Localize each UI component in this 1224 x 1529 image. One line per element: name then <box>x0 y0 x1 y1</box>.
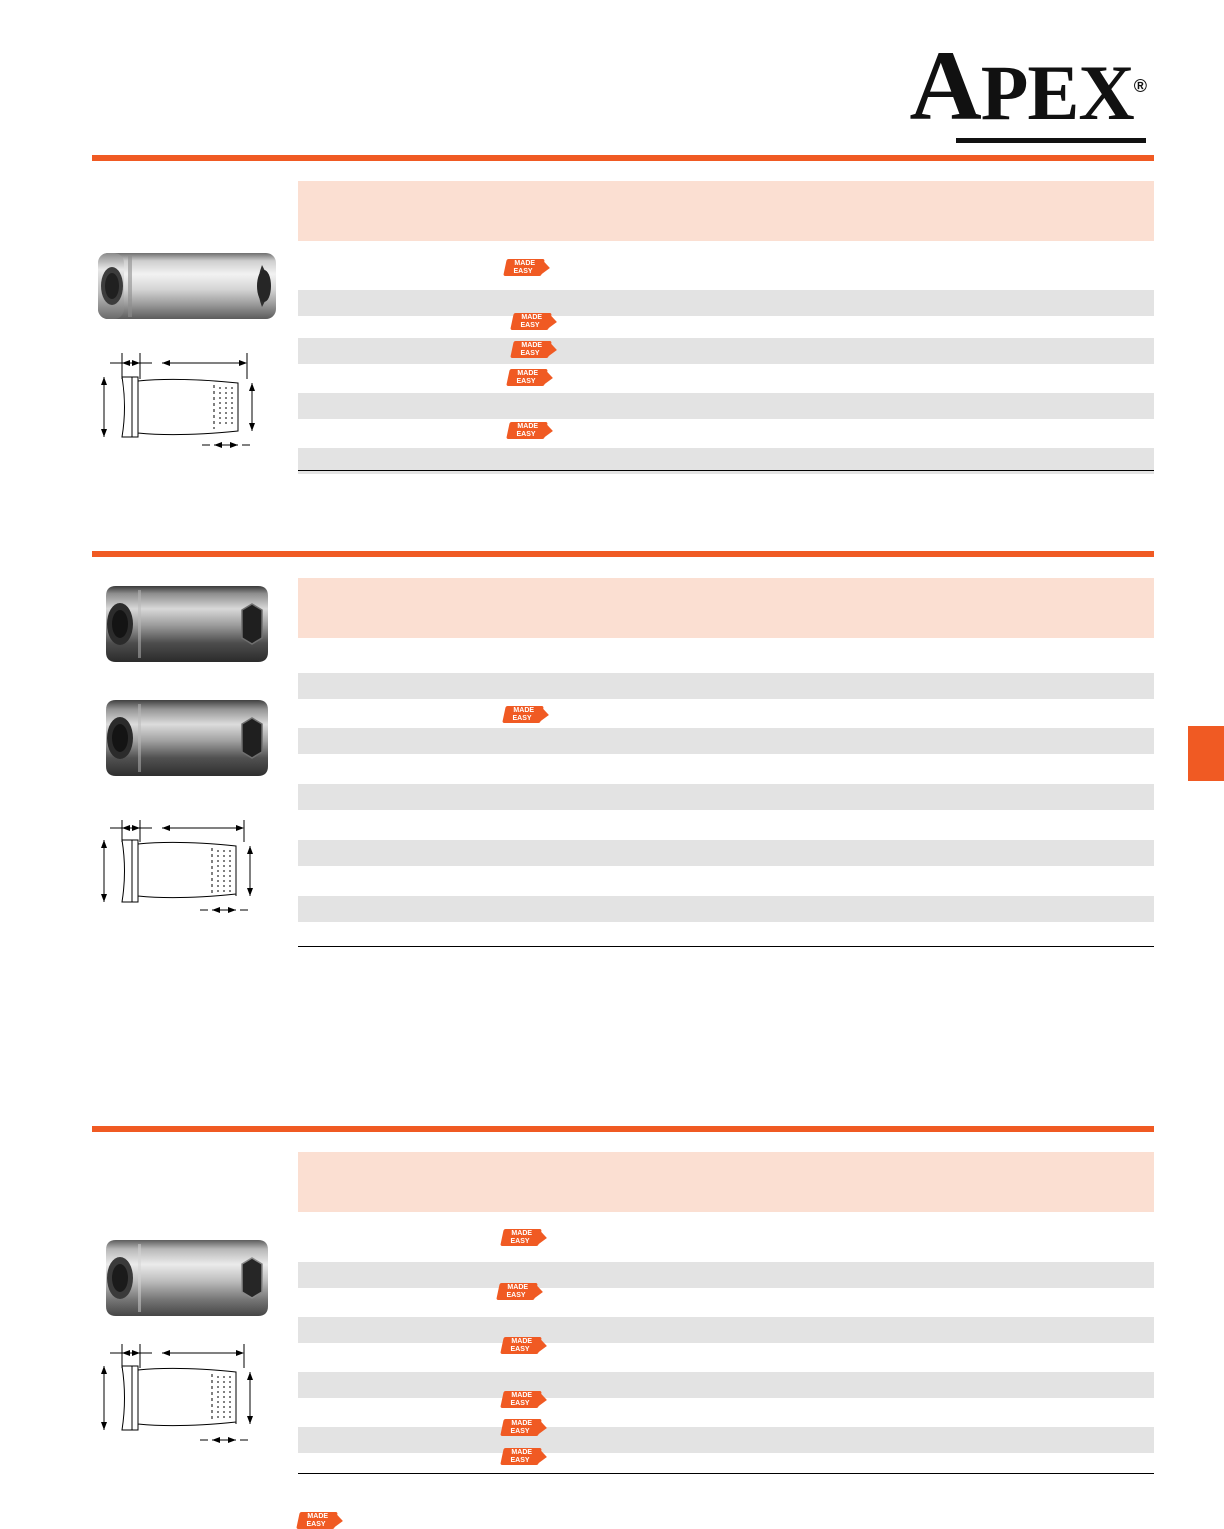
made-easy-badge-footnote <box>296 1512 338 1529</box>
badge-line-2: EASY <box>510 1346 530 1353</box>
made-easy-badge <box>510 341 552 358</box>
badge-line-1: MADE <box>517 423 539 430</box>
made-easy-badge <box>500 1391 542 1408</box>
dimension-drawing-2 <box>92 812 267 927</box>
made-easy-badge <box>503 259 545 276</box>
table-row <box>298 1427 1154 1453</box>
table-row <box>298 290 1154 316</box>
apex-logo <box>909 30 1146 143</box>
badge-line-1: MADE <box>517 370 539 377</box>
section-2-header-band <box>298 578 1154 638</box>
made-easy-badge <box>500 1229 542 1246</box>
table-row <box>298 1372 1154 1398</box>
section-3-bottom-line <box>298 1473 1154 1474</box>
badge-line-2: EASY <box>510 1400 530 1407</box>
table-row <box>298 1262 1154 1288</box>
section-1-header-band <box>298 181 1154 241</box>
badge-line-1: MADE <box>521 342 543 349</box>
badge-line-1: MADE <box>511 1230 533 1237</box>
section-1-top-rule <box>92 155 1154 161</box>
table-row <box>298 1317 1154 1343</box>
section-2-bottom-line <box>298 946 1154 947</box>
badge-line-2: EASY <box>516 431 536 438</box>
logo-wordmark <box>909 30 1146 141</box>
socket-photo-medium-2 <box>92 692 280 784</box>
badge-line-2: EASY <box>510 1238 530 1245</box>
made-easy-badge <box>496 1283 538 1300</box>
table-row <box>298 728 1154 754</box>
badge-line-1: MADE <box>513 707 535 714</box>
dimension-drawing-1 <box>92 345 267 460</box>
badge-line-2: EASY <box>516 378 536 385</box>
made-easy-badge <box>500 1337 542 1354</box>
badge-line-2: EASY <box>520 322 540 329</box>
logo-letters-pex: PEX <box>980 49 1134 136</box>
registered-mark-icon: ® <box>1133 76 1146 96</box>
dimension-drawing-3 <box>92 1336 267 1456</box>
table-row <box>298 896 1154 922</box>
badge-line-2: EASY <box>510 1428 530 1435</box>
made-easy-badge <box>510 313 552 330</box>
section-3-top-rule <box>92 1126 1154 1132</box>
badge-line-1: MADE <box>511 1392 533 1399</box>
socket-photo-medium-1 <box>92 578 280 670</box>
badge-line-1: MADE <box>521 314 543 321</box>
made-easy-badge <box>502 706 544 723</box>
badge-line-2: EASY <box>510 1457 530 1464</box>
table-row <box>298 393 1154 419</box>
table-row <box>298 338 1154 364</box>
section-1-bottom-line <box>298 470 1154 471</box>
made-easy-badge <box>500 1419 542 1436</box>
section-3-header-band <box>298 1152 1154 1212</box>
badge-line-2: EASY <box>506 1292 526 1299</box>
made-easy-badge <box>506 422 548 439</box>
socket-photo-deep <box>92 245 282 327</box>
badge-line-1: MADE <box>511 1338 533 1345</box>
logo-letter-a: A <box>909 30 981 141</box>
badge-line-2: EASY <box>512 715 532 722</box>
badge-line-2: EASY <box>520 350 540 357</box>
table-row <box>298 784 1154 810</box>
badge-line-1: MADE <box>511 1449 533 1456</box>
badge-line-1: MADE <box>514 260 536 267</box>
logo-underline <box>956 138 1146 143</box>
table-row <box>298 673 1154 699</box>
made-easy-badge <box>500 1448 542 1465</box>
page-side-tab <box>1188 726 1224 781</box>
badge-line-1: MADE <box>507 1284 529 1291</box>
section-2-top-rule <box>92 551 1154 557</box>
made-easy-badge <box>506 369 548 386</box>
badge-line-1: MADE <box>307 1513 329 1520</box>
badge-line-1: MADE <box>511 1420 533 1427</box>
socket-photo-short <box>92 1232 280 1324</box>
table-row <box>298 840 1154 866</box>
badge-line-2: EASY <box>513 268 533 275</box>
badge-line-2: EASY <box>306 1521 326 1528</box>
